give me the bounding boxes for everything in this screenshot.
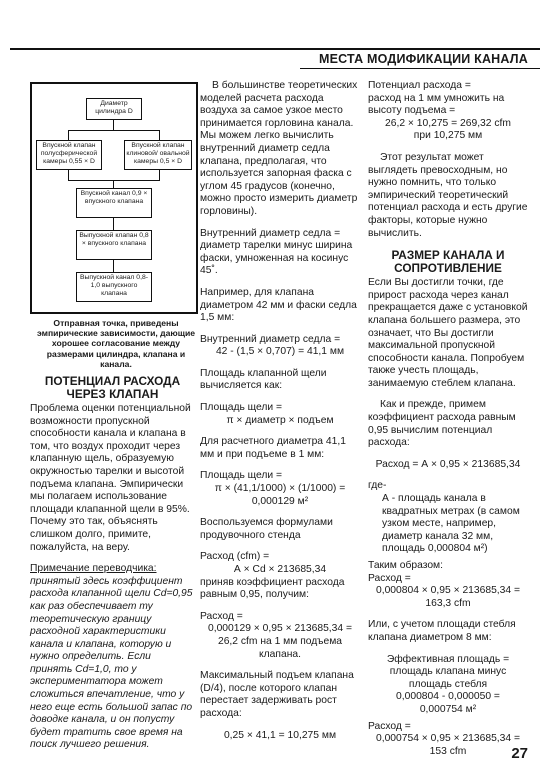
paragraph: Максимальный подъем клапана (D/4), после которого клапан перестает задерживать рост расхода:: [200, 670, 354, 719]
diagram-connector: [113, 260, 114, 272]
formula-label: Потенциал расхода =: [368, 80, 471, 91]
diagram-connector: [159, 170, 160, 180]
formula-label: Расход =: [200, 610, 243, 622]
formula: π × (41,1/1000) × (1/1000) =: [214, 483, 346, 495]
formula-label: Внутренний диаметр седла =: [200, 333, 341, 345]
formula-result: при 10,275 мм: [413, 130, 483, 142]
paragraph: Для расчетного диаметра 41,1 мм и при подъеме в 1 мм:: [200, 436, 346, 460]
formula: 0,000804 × 0,95 × 213685,34 =: [375, 585, 520, 597]
formula-label: Площадь щели =: [200, 402, 283, 414]
paragraph: В большинстве теоретических моделей расчета расхода воздуха за самое узкое место принимается горловина канала. Мы можем легко вычислить внутренний диаметр седла клапана, предполагая, что используется запорная фаска с углом 45 градусов (конечно, можно просто измерить диаметр горловины).: [200, 80, 358, 217]
diagram-box-intake-port: Впускной канал 0,9 × впускного клапана: [76, 188, 152, 218]
paragraph: Если Вы достигли точки, где прирост расхода через канал прекращается даже с установкой клапана большего размера, это означает, что Вы достигли максимальной пропускной способности канала. Попробуем также учесть площадь, занимаемую стеблем клапана.: [368, 277, 528, 389]
diagram-box-wedge-valve: Впускной клапан клиновой/ овальной камеры 0,5 × D: [124, 140, 192, 170]
formula-result: 26,2 cfm на 1 мм подъема клапана.: [217, 635, 343, 660]
formula-label: Эффективная площадь =: [386, 653, 510, 665]
paragraph: Проблема оценки потенциальной возможности пропускной способности канала и клапана в том, что воздух проходит через клапанную щель, образуемую окружностью тарелки и высотой подъема клапана. Эмпирически мы полагаем использование площади клапанной щели в 95%. Почему это так, объяснять слишком долго, примите, пожалуйста, на веру.: [30, 403, 191, 553]
diagram-connector: [68, 130, 69, 140]
header-underline: [300, 68, 540, 69]
formula-label: Расход =: [368, 572, 411, 584]
translator-note-text: принятый здесь коэффициент расхода клапанной щели Cd=0,95 как раз обеспечивает ту теоретическую границу расходной характеристики канала и клапана, которую и нужно определить. Если принять Cd=1,0, то у экспериментатора может сложиться впечатление, что у него еще есть большой запас по доводке канала, и он попусту будет тратить свое время на поиск лучшего решения.: [30, 575, 193, 751]
header-rule: [10, 48, 540, 50]
page-number: 27: [511, 745, 528, 762]
diagram-box-hemi-valve: Впускной клапан полусферической камеры 0,55 × D: [36, 140, 102, 170]
formula: А × Cd × 213685,34: [233, 564, 327, 575]
figure-caption: Отправная точка, приведены эмпирические зависимости, дающие хорошее согласование между размерами цилиндра, клапана и канала.: [36, 318, 196, 369]
column-right: [368, 80, 528, 758]
diagram-connector: [68, 130, 160, 131]
diagram-connector: [159, 130, 160, 140]
formula: 0,25 × 41,1 = 10,275 мм: [223, 729, 337, 741]
column-middle: [200, 80, 360, 742]
paragraph: Например, для клапана диаметром 42 мм и фаски седла 1,5 мм:: [200, 286, 357, 324]
formula-result: 0,000129 м²: [251, 495, 309, 507]
formula: 0,000754 × 0,95 × 213685,34 =: [375, 733, 520, 745]
paragraph: Или, с учетом площади стебля клапана диаметром 8 мм:: [368, 619, 516, 643]
column-left: [30, 375, 195, 761]
diagram-connector: [68, 170, 69, 180]
paragraph: Площадь клапанной щели вычисляется как:: [200, 367, 327, 392]
diagram-connector: [68, 180, 160, 181]
formula-label: Расход (cfm) =: [200, 551, 270, 563]
thus-label: Таким образом:: [368, 560, 443, 571]
diagram-box-exhaust-port: Выпускной канал 0,8-1,0 выпускного клапана: [76, 272, 152, 302]
formula: π × диаметр × подъем: [226, 414, 334, 426]
formula: 42 - (1,5 × 0,707) = 41,1 мм: [215, 346, 345, 358]
diagram-connector: [113, 218, 114, 230]
formula: Расход = А × 0,95 × 213685,34: [375, 458, 521, 470]
where-label: где-: [368, 480, 387, 492]
formula-result: 0,000754 м²: [419, 703, 477, 715]
paragraph: Внутренний диаметр седла = диаметр тарелки минус ширина фаски, умноженная на косинус 45˚.: [200, 227, 353, 277]
formula: 0,000804 - 0,000050 =: [396, 691, 500, 703]
formula-text: площадь клапана минус площадь стебля: [389, 666, 507, 690]
diagram-box-exhaust-valve: Выпускной клапан 0,8 × впускного клапана: [76, 230, 152, 260]
formula-result: 153 cfm: [429, 745, 467, 757]
formula-text: расход на 1 мм умножить на высоту подъема =: [368, 92, 505, 117]
paragraph: Как и прежде, примем коэффициент расхода равным 0,95 вычислим потенциал расхода:: [368, 399, 516, 449]
paragraph: Этот результат может выглядеть превосходным, но нужно помнить, что только эмпирический теоретический потенциал расхода и есть другие факторы, которые нужно вычислить.: [368, 151, 528, 239]
formula-label: Расход =: [368, 720, 411, 732]
paragraph: Воспользуемся формулами продувочного стенда: [200, 517, 333, 541]
formula-result: 163,3 cfm: [425, 597, 471, 609]
section-heading-port-size: РАЗМЕР КАНАЛА И СОПРОТИВЛЕНИЕ: [391, 248, 505, 276]
formula-label: Площадь щели =: [200, 470, 283, 482]
formula: 26,2 × 10,275 = 269,32 cfm: [385, 117, 511, 129]
flow-diagram: [30, 82, 198, 314]
formula: 0,000129 × 0,95 × 213685,34 =: [207, 623, 352, 635]
diagram-connector: [113, 180, 114, 188]
section-heading-flow-potential: ПОТЕНЦИАЛ РАСХОДА ЧЕРЕЗ КЛАПАН: [44, 374, 181, 401]
translator-note-title: Примечание переводчика:: [30, 563, 157, 575]
where-text: А - площадь канала в квадратных метрах (в самом узком месте, например, диаметр канала 32 мм, площадь 0,000804 м²): [382, 493, 520, 555]
diagram-box-cylinder: Диаметр цилиндра D: [86, 98, 142, 120]
page-header-title: МЕСТА МОДИФИКАЦИИ КАНАЛА: [318, 52, 528, 66]
diagram-connector: [113, 120, 114, 130]
paragraph: приняв коэффициент расхода равным 0,95, получим:: [200, 576, 345, 601]
